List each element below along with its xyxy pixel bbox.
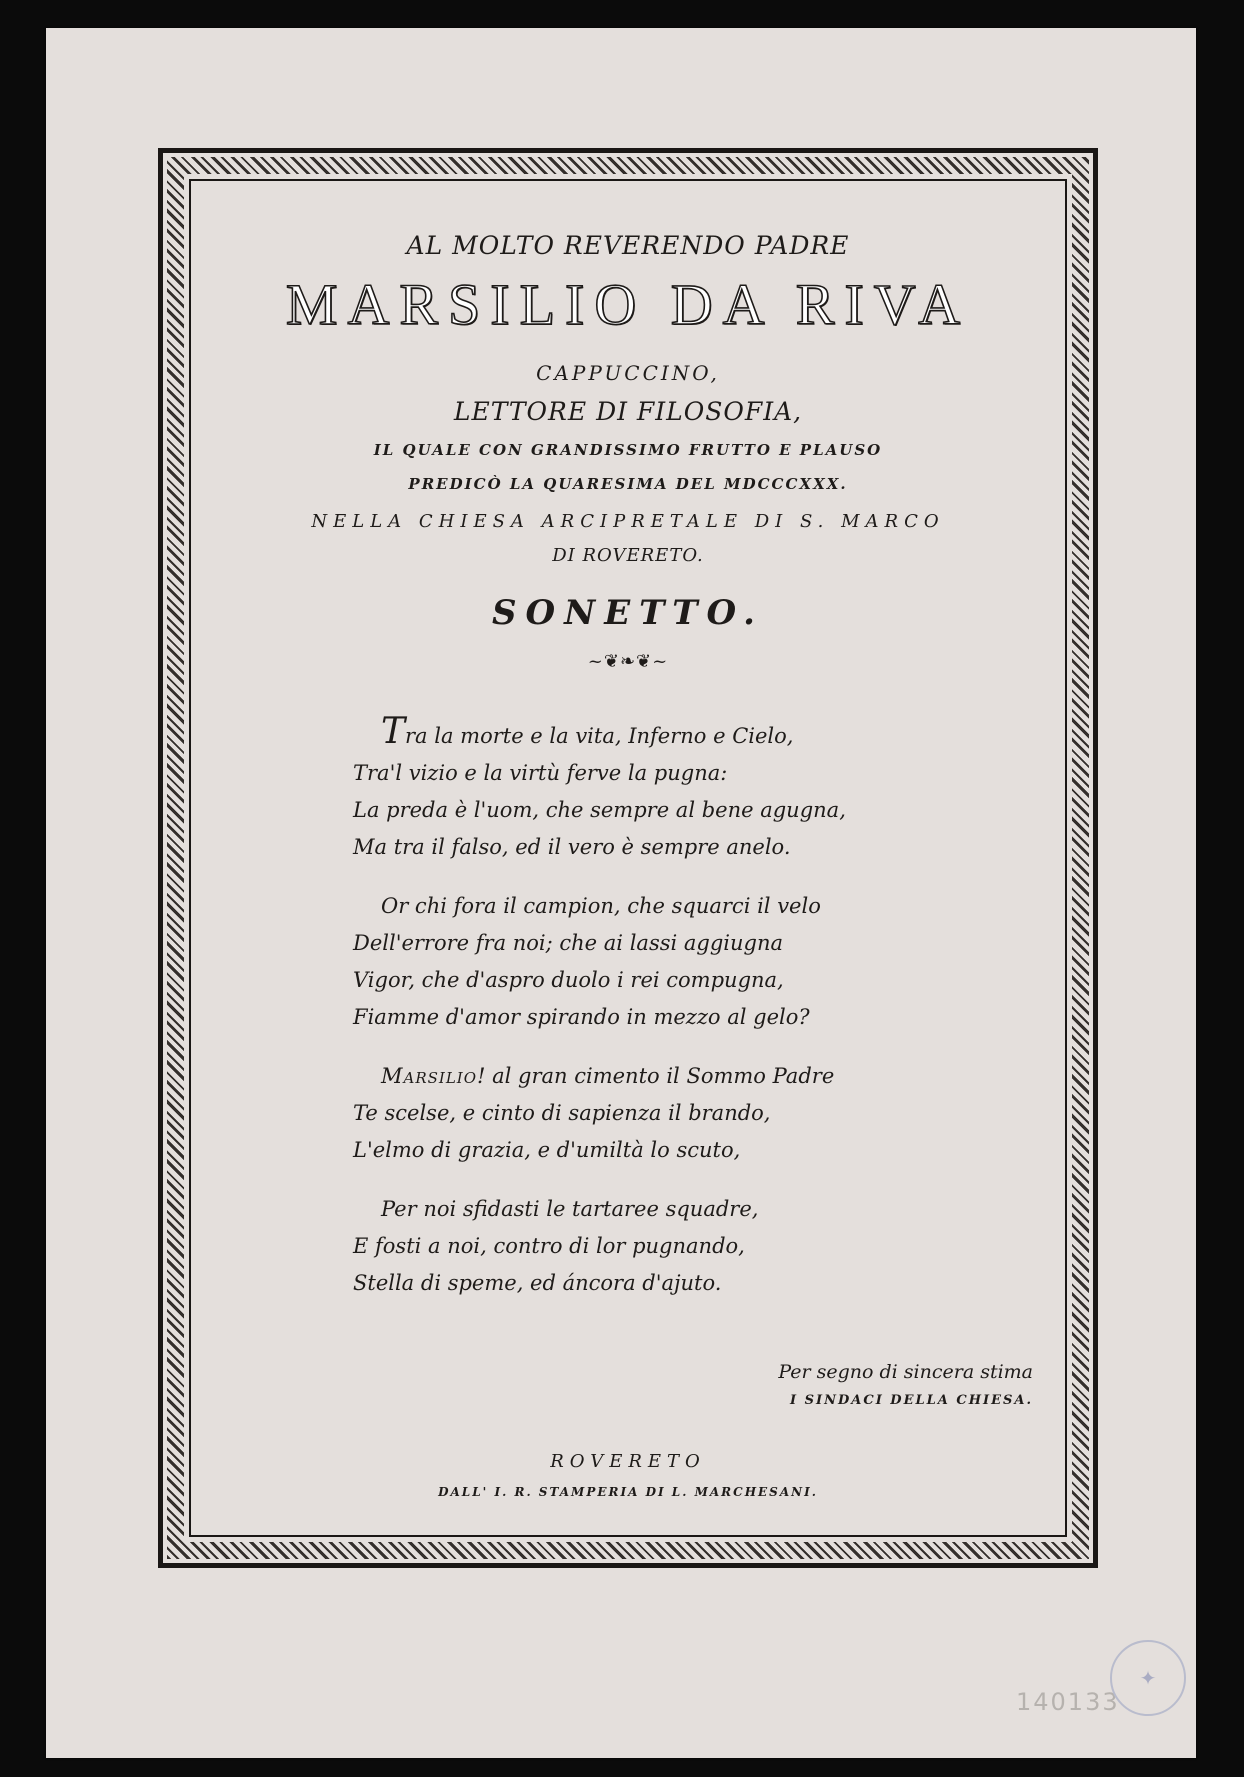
decorative-border: [158, 148, 1098, 1568]
verse: L'elmo di grazia, e d'umiltà lo scuto,: [353, 1138, 741, 1162]
verse: Dell'errore fra noi; che ai lassi aggiugna: [353, 931, 784, 955]
library-stamp-icon: ✦: [1110, 1640, 1186, 1716]
inventory-number: 140133: [1016, 1688, 1120, 1716]
broadside-content: [203, 193, 1053, 1523]
drop-cap: T: [381, 711, 406, 752]
stanza-1: [353, 713, 993, 866]
stanza-3: [353, 1058, 993, 1169]
signature-line: Per segno di sincera stima: [778, 1361, 1033, 1383]
sonnet-body: [353, 713, 993, 1324]
verse: Tra la morte e la vita, Inferno e Cielo,: [381, 711, 794, 752]
stanza-2: [353, 888, 993, 1036]
honoree-office: LETTORE DI FILOSOFIA,: [453, 397, 803, 426]
signatories: I SINDACI DELLA CHIESA.: [790, 1393, 1033, 1408]
sonnet-title: SONETTO.: [491, 593, 764, 633]
fleuron-ornament-icon: ~❦❧❦~: [587, 651, 669, 672]
imprint-printer: DALL' I. R. STAMPERIA DI L. MARCHESANI.: [438, 1485, 818, 1499]
imprint-city: ROVERETO: [550, 1451, 706, 1472]
honoree-name-inline: Marsilio: [381, 1064, 478, 1088]
verse: Vigor, che d'aspro duolo i rei compugna,: [353, 968, 784, 992]
verse: Fiamme d'amor spirando in mezzo al gelo?: [353, 1005, 810, 1029]
verse: Ma tra il falso, ed il vero è sempre anelo.: [353, 835, 791, 859]
dedication-line: AL MOLTO REVERENDO PADRE: [406, 231, 850, 260]
occasion-line-1: IL QUALE CON GRANDISSIMO FRUTTO E PLAUSO: [373, 441, 883, 459]
stanza-4: [353, 1191, 993, 1302]
verse: Per noi sfidasti le tartaree squadre,: [381, 1197, 759, 1221]
occasion-line-3: NELLA CHIESA ARCIPRETALE DI S. MARCO: [311, 511, 945, 532]
occasion-line-2: PREDICÒ LA QUARESIMA DEL MDCCCXXX.: [408, 475, 848, 493]
verse: Tra'l vizio e la virtù ferve la pugna:: [353, 761, 728, 785]
religious-order: CAPPUCCINO,: [536, 361, 720, 385]
verse: Stella di speme, ed áncora d'ajuto.: [353, 1271, 722, 1295]
honoree-name: MARSILIO DA RIVA: [285, 272, 971, 337]
verse: Marsilio! al gran cimento il Sommo Padre: [381, 1064, 835, 1088]
occasion-line-4: DI ROVERETO.: [552, 545, 704, 566]
paper-sheet: [46, 28, 1196, 1758]
verse: Or chi fora il campion, che squarci il velo: [381, 894, 821, 918]
verse: La preda è l'uom, che sempre al bene agugna,: [353, 798, 846, 822]
verse: E fosti a noi, contro di lor pugnando,: [353, 1234, 745, 1258]
verse: Te scelse, e cinto di sapienza il brando,: [353, 1101, 771, 1125]
